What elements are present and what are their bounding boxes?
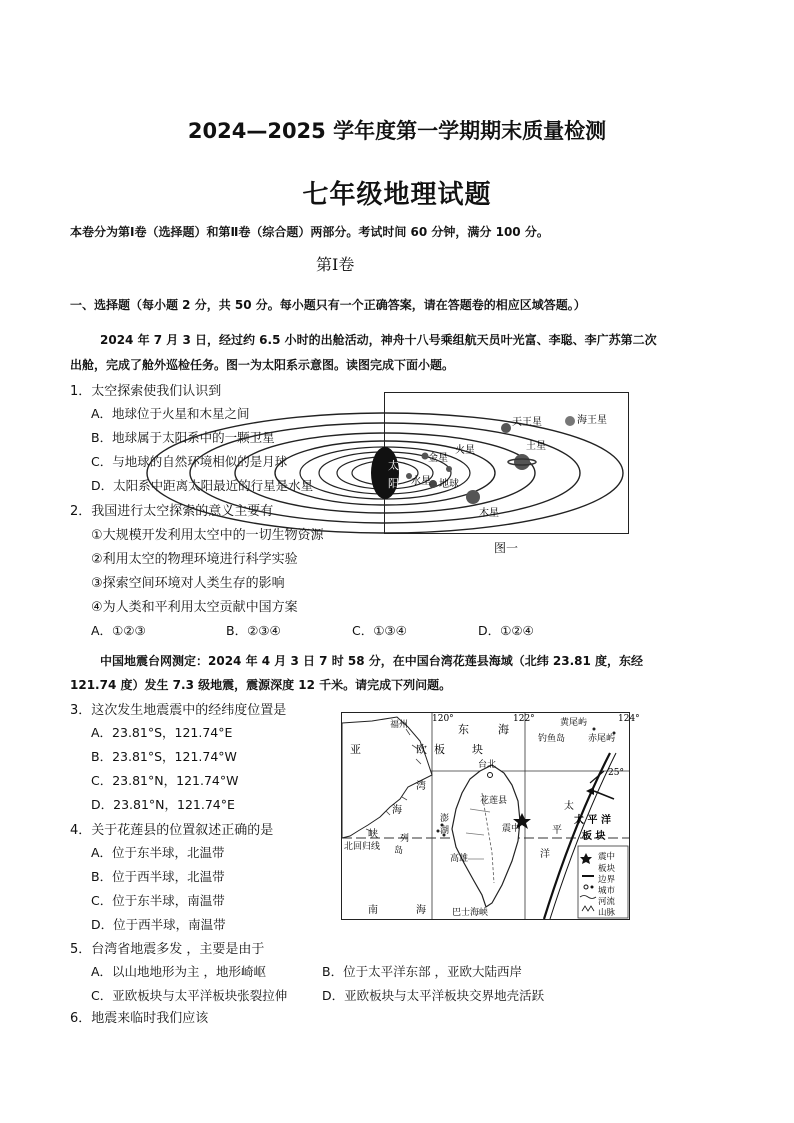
passage2-line1: 中国地震台网测定：2024 年 4 月 3 日 7 时 58 分，在中国台湾花莲县海域（北纬 23.81 度，东经 [100, 654, 644, 668]
earth-label: 地球 [439, 479, 459, 490]
q1-option-b: B．地球属于太阳系中的一颗卫星 [91, 430, 275, 445]
sun-label-1: 太 [388, 459, 399, 472]
legend-city: 城市 [598, 886, 616, 896]
map-label-yang: 洋 [540, 849, 550, 860]
map-label-xia: 峡 [368, 829, 378, 840]
exam-intro: 本卷分为第Ⅰ卷（选择题）和第Ⅱ卷（综合题）两部分。考试时间 60 分钟，满分 100 分。 [70, 225, 549, 239]
map-label-east1: 东 [458, 723, 469, 736]
q5-option-d: D．亚欧板块与太平洋板块交界地壳活跃 [322, 988, 545, 1003]
q2-statement-3: ③探索空间环境对人类生存的影响 [91, 576, 285, 591]
map-label-lie: 列 [400, 834, 410, 844]
map-label-hualian: 花莲县 [480, 796, 508, 806]
map-label-ping: 平 [552, 825, 562, 836]
legend-epicenter: 震中 [598, 852, 616, 862]
q2-option-d: D．①②④ [478, 623, 534, 638]
q2-option-a: A．①②③ [91, 623, 146, 638]
q1-option-c: C．与地球的自然环境相似的是月球 [91, 454, 288, 469]
q3-option-d: D．23.81°N，121.74°E [91, 797, 235, 812]
sun-label-2: 阳 [388, 477, 399, 490]
q2-stem: 2．我国进行太空探索的意义主要有 [70, 504, 274, 519]
q1-option-d: D．太阳系中距离太阳最近的行星是水星 [91, 478, 314, 493]
q4-stem: 4．关于花莲县的位置叙述正确的是 [70, 823, 274, 838]
legend-boundary-2: 边界 [598, 875, 616, 885]
map-label-tropic: 北回归线 [344, 842, 381, 852]
jupiter-label: 木星 [479, 508, 499, 519]
map-label-kuai: 块 [472, 743, 483, 756]
map-label-lon124: 124° [618, 714, 640, 724]
saturn-dot [514, 454, 530, 470]
passage1-line2: 出舱，完成了舱外巡检任务。图一为太阳系示意图。读图完成下面小题。 [70, 358, 455, 372]
uranus-dot [501, 423, 511, 433]
exam-title: 2024—2025 学年度第一学期期末质量检测 [187, 119, 607, 143]
mercury-label: 水星 [411, 476, 431, 487]
map-label-ya: 亚 [350, 743, 361, 756]
legend-river: 河流 [598, 897, 616, 907]
passage1-line1: 2024 年 7 月 3 日，经过约 6.5 小时的出舱活动，神舟十八号乘组航天员叶光富、李聪、李广苏第二次 [100, 333, 657, 347]
map-label-nanhai: 海 [416, 905, 426, 916]
q2-option-b: B．②③④ [226, 623, 281, 638]
q1-option-a: A．地球位于火星和木星之间 [91, 406, 250, 421]
map-label-zhenzhong: 震中 [502, 824, 521, 834]
q2-statement-4: ④为人类和平利用太空贡献中国方案 [91, 600, 298, 615]
mars-dot [446, 466, 452, 472]
saturn-label: 土星 [526, 441, 546, 452]
map-label-lon120: 120° [432, 714, 454, 724]
q4-option-a: A．位于东半球，北温带 [91, 845, 225, 860]
map-label-nan: 南 [368, 905, 378, 916]
map-label-penghu2: 湖 [440, 826, 450, 836]
map-label-lat25: 25° [608, 768, 624, 778]
map-label-lon122: 122° [513, 714, 535, 724]
taiwan-map [342, 713, 640, 919]
map-label-diaoyu: 钓鱼岛 [538, 734, 566, 744]
solar-system-figure [384, 392, 629, 534]
sun-shape [371, 447, 399, 499]
q5-option-c: C．亚欧板块与太平洋板块张裂拉伸 [91, 988, 288, 1003]
mars-label: 火星 [455, 445, 475, 456]
map-label-pacific-plate-2: 板 块 [582, 831, 606, 842]
volume-label: 第Ⅰ卷 [316, 255, 355, 274]
map-label-tai: 太 [564, 801, 574, 812]
q4-option-c: C．位于东半球，南温带 [91, 893, 225, 908]
map-label-taibei: 台北 [478, 760, 497, 770]
map-label-hai: 海 [392, 805, 402, 816]
venus-label: 金星 [428, 453, 448, 464]
map-label-bashi: 巴士海峡 [452, 908, 489, 918]
q5-option-b: B．位于太平洋东部 ，亚欧大陆西岸 [322, 964, 523, 979]
passage2-line2: 121.74 度）发生 7.3 级地震，震源深度 12 千米。请完成下列问题。 [70, 678, 452, 692]
q2-statement-1: ①大规模开发利用太空中的一切生物资源 [91, 528, 324, 543]
map-label-fuzhou: 福州 [390, 720, 409, 730]
map-label-pacific-plate-1: 太 平 洋 [574, 815, 611, 826]
q1-stem: 1．太空探索使我们认识到 [70, 384, 222, 399]
map-label-ban: 板 [434, 743, 445, 756]
uranus-label: 天王星 [512, 417, 542, 428]
legend-boundary-1: 板块 [598, 864, 616, 874]
taiwan-map-figure [341, 712, 640, 920]
map-label-huangwei: 黄尾屿 [560, 718, 588, 728]
q4-option-d: D．位于西半球，南温带 [91, 917, 226, 932]
map-label-penghu1: 澎 [440, 814, 450, 824]
map-label-wan: 湾 [416, 781, 426, 792]
q3-option-b: B．23.81°S，121.74°W [91, 749, 237, 764]
q6-stem: 6．地震来临时我们应该 [70, 1011, 209, 1026]
q3-option-c: C．23.81°N，121.74°W [91, 773, 239, 788]
neptune-label: 海王星 [577, 415, 607, 426]
q5-stem: 5．台湾省地震多发 ，主要是由于 [70, 942, 265, 957]
q4-option-b: B．位于西半球，北温带 [91, 869, 225, 884]
jupiter-dot [466, 490, 480, 504]
legend-mountain: 山脉 [598, 908, 616, 918]
map-label-chiwei: 赤尾屿 [588, 734, 616, 744]
neptune-dot [565, 416, 575, 426]
map-label-dao: 岛 [394, 846, 404, 856]
map-label-east2: 海 [498, 723, 509, 736]
figure1-caption: 图一 [494, 541, 519, 555]
map-label-ou: 欧 [416, 743, 427, 756]
q3-option-a: A．23.81°S，121.74°E [91, 725, 233, 740]
section-heading: 一、选择题（每小题 2 分，共 50 分。每小题只有一个正确答案，请在答题卷的相应区域答题。） [70, 298, 586, 312]
q2-statement-2: ②利用太空的物理环境进行科学实验 [91, 552, 298, 567]
exam-subtitle: 七年级地理试题 [302, 180, 492, 210]
q5-option-a: A．以山地地形为主 ，地形崎岖 [91, 964, 267, 979]
q2-option-c: C．①③④ [352, 623, 407, 638]
q3-stem: 3．这次发生地震震中的经纬度位置是 [70, 703, 287, 718]
map-label-gaoxiong: 高雄 [450, 854, 469, 864]
solar-system-diagram [385, 393, 628, 533]
